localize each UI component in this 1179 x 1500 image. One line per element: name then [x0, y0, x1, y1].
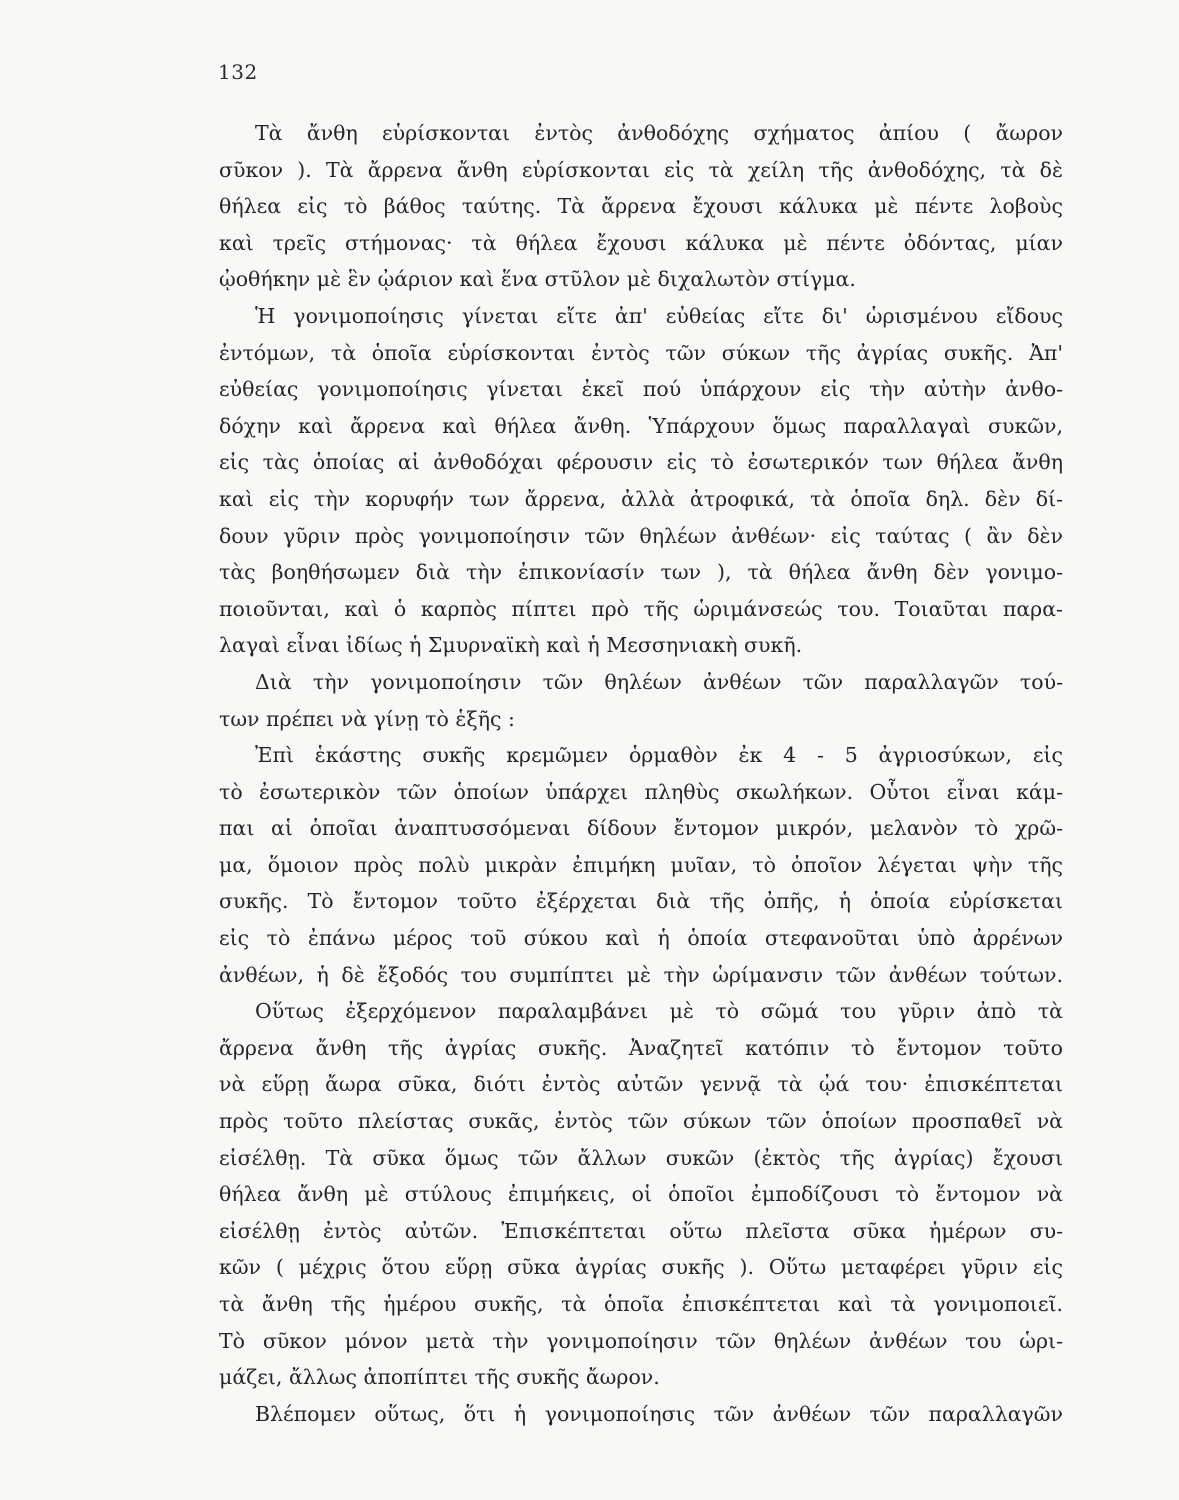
- body-text: [219, 115, 1063, 1432]
- text-line: τὰ ἄνθη τῆς ἡμέρου συκῆς, τὰ ὁποῖα ἐπισκέπτεται καὶ τὰ γονιμοποιεῖ.: [219, 1292, 1063, 1316]
- text-line: θήλεα εἰς τὸ βάθος ταύτης. Τὰ ἄρρενα ἔχουσι κάλυκα μὲ πέντε λοβοὺς: [219, 194, 1063, 219]
- text-line: μα, ὅμοιον πρὸς πολὺ μικρὰν ἐπιμήκη μυῖαν, τὸ ὁποῖον λέγεται ψὴν τῆς: [219, 852, 1063, 877]
- text-line: Τὸ σῦκον μόνον μετὰ τὴν γονιμοποίησιν τῶν θηλέων ἀνθέων του ὡρι-: [219, 1328, 1063, 1353]
- text-line: Ἡ γονιμοποίησις γίνεται εἴτε ἀπ' εὐθείας εἴτε δι' ὡρισμένου εἴδους: [255, 303, 1063, 328]
- text-line: Διὰ τὴν γονιμοποίησιν τῶν θηλέων ἀνθέων τῶν παραλλαγῶν τού-: [255, 669, 1063, 694]
- paragraph-3: [219, 664, 1063, 737]
- text-line: τὰς βοηθήσωμεν διὰ τὴν ἐπικονίασίν των ), τὰ θήλεα ἄνθη δὲν γονιμο-: [219, 560, 1063, 585]
- paragraph-2: [219, 298, 1063, 664]
- text-line: ᾠοθήκην μὲ ἓν ᾠάριον καὶ ἕνα στῦλον μὲ διχαλωτὸν στίγμα.: [219, 267, 856, 292]
- text-line: εἰσέλθῃ. Τὰ σῦκα ὅμως τῶν ἄλλων συκῶν (ἐκτὸς τῆς ἀγρίας) ἔχουσι: [219, 1145, 1063, 1170]
- text-line: νὰ εὕρῃ ἄωρα σῦκα, διότι ἐντὸς αὐτῶν γεννᾷ τὰ ᾠά του· ἐπισκέπτεται: [219, 1072, 1063, 1097]
- text-line: θήλεα ἄνθη μὲ στύλους ἐπιμήκεις, οἱ ὁποῖοι ἐμποδίζουσι τὸ ἔντομον νὰ: [219, 1182, 1063, 1207]
- text-line: δόχην καὶ ἄρρενα καὶ θήλεα ἄνθη. Ὑπάρχουν ὅμως παραλλαγαὶ συκῶν,: [219, 413, 1063, 438]
- text-line: Οὕτως ἐξερχόμενον παραλαμβάνει μὲ τὸ σῶμά του γῦριν ἀπὸ τὰ: [255, 999, 1063, 1024]
- paragraph-6: [219, 1396, 1063, 1433]
- text-line: παι αἱ ὁποῖαι ἀναπτυσσόμεναι δίδουν ἔντομον μικρόν, μελανὸν τὸ χρῶ-: [219, 816, 1063, 841]
- paragraph-1: [219, 115, 1063, 298]
- text-line: λαγαὶ εἶναι ἰδίως ἡ Σμυρναϊκὴ καὶ ἡ Μεσσηνιακὴ συκῆ.: [219, 633, 803, 658]
- text-line: δουν γῦριν πρὸς γονιμοποίησιν τῶν θηλέων ἀνθέων· εἰς ταύτας ( ἂν δὲν: [219, 523, 1063, 548]
- paragraph-4: [219, 737, 1063, 993]
- text-line: Τὰ ἄνθη εὑρίσκονται ἐντὸς ἀνθοδόχης σχήματος ἀπίου ( ἄωρον: [255, 121, 1063, 145]
- text-line: εἰς τὸ ἐπάνω μέρος τοῦ σύκου καὶ ἡ ὁποία στεφανοῦται ὑπὸ ἀρρένων: [219, 926, 1063, 951]
- text-line: εἰς τὰς ὁποίας αἱ ἀνθοδόχαι φέρουσιν εἰς τὸ ἐσωτερικόν των θήλεα ἄνθη: [219, 450, 1063, 475]
- text-line: ποιοῦνται, καὶ ὁ καρπὸς πίπτει πρὸ τῆς ὡριμάνσεώς του. Τοιαῦται παρα-: [219, 596, 1063, 621]
- text-line: συκῆς. Τὸ ἔντομον τοῦτο ἐξέρχεται διὰ τῆς ὀπῆς, ἡ ὁποία εὑρίσκεται: [219, 889, 1063, 914]
- text-line: καὶ τρεῖς στήμονας· τὰ θήλεα ἔχουσι κάλυκα μὲ πέντε ὀδόντας, μίαν: [219, 230, 1063, 255]
- text-line: εὐθείας γονιμοποίησις γίνεται ἐκεῖ πού ὑπάρχουν εἰς τὴν αὐτὴν ἀνθο-: [219, 377, 1063, 402]
- page-number: 132: [218, 60, 258, 84]
- text-line: ἀνθέων, ἡ δὲ ἔξοδός του συμπίπτει μὲ τὴν ὡρίμανσιν τῶν ἀνθέων τούτων.: [219, 962, 1063, 987]
- text-line: ἄρρενα ἄνθη τῆς ἀγρίας συκῆς. Ἀναζητεῖ κατόπιν τὸ ἔντομον τοῦτο: [219, 1035, 1063, 1060]
- text-line: εἰσέλθῃ ἐντὸς αὐτῶν. Ἐπισκέπτεται οὕτω πλεῖστα σῦκα ἡμέρων συ-: [219, 1218, 1063, 1243]
- text-line: κῶν ( μέχρις ὅτου εὕρῃ σῦκα ἀγρίας συκῆς ). Οὕτω μεταφέρει γῦριν εἰς: [219, 1255, 1063, 1280]
- text-line: των πρέπει νὰ γίνῃ τὸ ἑξῆς :: [219, 706, 515, 731]
- text-line: σῦκον ). Τὰ ἄρρενα ἄνθη εὑρίσκονται εἰς τὰ χείλη τῆς ἀνθοδόχης, τὰ δὲ: [219, 157, 1063, 182]
- text-line: καὶ εἰς τὴν κορυφήν των ἄρρενα, ἀλλὰ ἀτροφικά, τὰ ὁποῖα δηλ. δὲν δί-: [219, 486, 1063, 511]
- text-line: ἐντόμων, τὰ ὁποῖα εὑρίσκονται ἐντὸς τῶν σύκων τῆς ἀγρίας συκῆς. Ἀπ': [219, 340, 1063, 365]
- text-line: πρὸς τοῦτο πλείστας συκᾶς, ἐντὸς τῶν σύκων τῶν ὁποίων προσπαθεῖ νὰ: [219, 1109, 1063, 1134]
- text-line: Βλέπομεν οὕτως, ὅτι ἡ γονιμοποίησις τῶν ἀνθέων τῶν παραλλαγῶν: [255, 1401, 1063, 1426]
- text-line: μάζει, ἄλλως ἀποπίπτει τῆς συκῆς ἄωρον.: [219, 1365, 660, 1390]
- text-line: Ἐπὶ ἑκάστης συκῆς κρεμῶμεν ὁρμαθὸν ἐκ 4 - 5 ἀγριοσύκων, εἰς: [255, 743, 1063, 768]
- text-line: τὸ ἐσωτερικὸν τῶν ὁποίων ὑπάρχει πληθὺς σκωλήκων. Οὗτοι εἶναι κάμ-: [219, 779, 1063, 804]
- paragraph-5: [219, 993, 1063, 1396]
